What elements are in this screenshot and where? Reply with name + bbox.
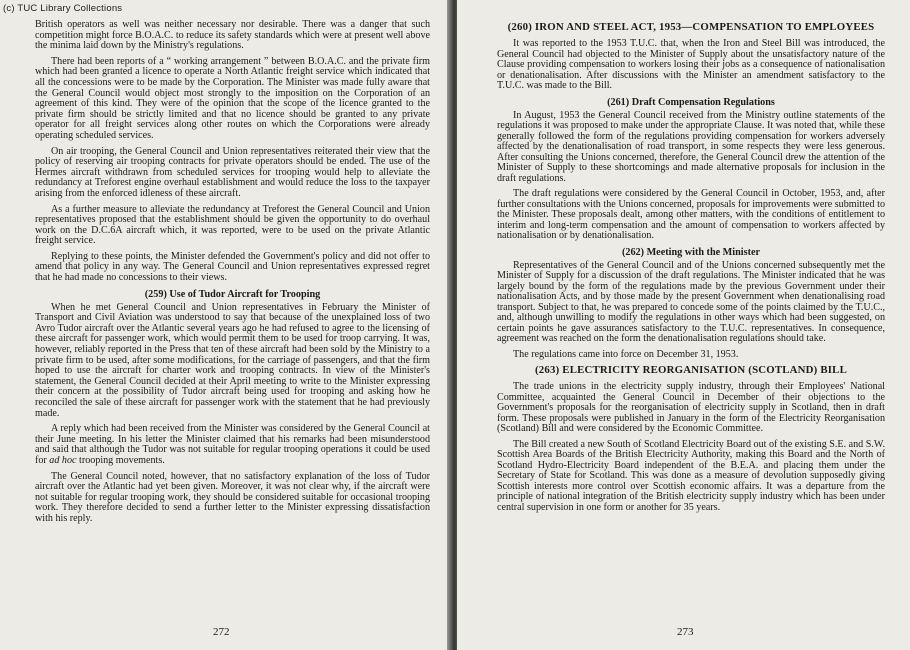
paragraph: When he met General Council and Union representatives in February the Minister of Transport and Civil Aviation was understood to say that because of the unexplained loss of two Avro Tudor aircraft over the Atlantic several years ago he had refused to agree to the licensing of these aircraft for passenger work, which would permit them to be used for troop carrying. It was, however, reliably reported in the Press that ten of these aircraft had been sold by the Ministry to a private firm to be used, after some modifications, for the carriage of passengers, and that the firm hoped to use the aircraft for charter work and trooping contracts. In view of the Minister's statement, the General Council decided at their April meeting to write to the Minister expressing their concern at the possibility of Tudor aircraft being used for trooping and asking how he reconciled the sale of these aircraft for passenger work with the statement that he had previously made.: [35, 301, 430, 419]
section-261-heading: (261) Draft Compensation Regulations: [607, 96, 775, 108]
paragraph-text-end: trooping movements.: [76, 454, 165, 466]
paragraph: British operators as well was neither necessary nor desirable. There was a danger that such competition might force B.O.A.C. to reduce its safety standards which were at present well above the minima laid down by the Ministry's regulations.: [35, 19, 430, 52]
section-260-heading: (260) IRON AND STEEL ACT, 1953—COMPENSATION TO EMPLOYEES: [507, 21, 875, 33]
paragraph: In August, 1953 the General Council received from the Ministry outline statements of the regulations it was proposed to make under the appropriate Clause. It was noted that, while these generally followed the form of the regulations providing compensation for workers adversely affected by the denationalisation of road transport, in some respects they were less generous. After consulting the Unions concerned, therefore, the General Council drew the attention of the Minister of Supply to these shortcomings and made alternative proposals for inclusion in the draft regulations.: [497, 109, 885, 184]
right-page: [457, 0, 910, 650]
italic-phrase: ad hoc: [49, 454, 77, 466]
section-263-heading: (263) ELECTRICITY REORGANISATION (SCOTLAND) BILL: [535, 364, 847, 376]
paragraph: On air trooping, the General Council and Union representatives reiterated their view that the policy of reserving air trooping contracts for private operators should be ended. The use of the Hermes aircraft withdrawn from scheduled services for trooping would help to alleviate the redundancy at Treforest engine overhaul establishment and would reduce the loss to the taxpayer arising from the enforced idleness of these aircraft.: [35, 145, 430, 199]
paragraph: The trade unions in the electricity supply industry, through their Employees' National Committee, acquainted the General Council in December of their objections to the Government's proposals for the reorganisation of electricity supply in Scotland, then in draft form. These proposals were published in January in the form of the Electricity Reorganisation (Scotland) Bill and were considered by the Economic Committee.: [497, 381, 885, 434]
page-number: 272: [213, 626, 230, 638]
paragraph: The draft regulations were considered by the General Council in October, 1953, and, after further consultations with the Unions concerned, proposals for improvements were submitted to the Minister. These proposals dealt, among other matters, with the conditions of entitlement to interim and long-term compensation and the amount of compensation to workers affected by nationalisation or by denationalisation.: [497, 188, 885, 241]
paragraph: The regulations came into force on December 31, 1953.: [513, 348, 739, 360]
paragraph: The General Council noted, however, that no satisfactory explanation of the loss of Tudor aircraft over the Atlantic had yet been given. Moreover, it was not clear why, if the aircraft were not suitable for regular trooping work, they should be considered suitable for occasional trooping work. They therefore decided to send a further letter to the Minister expressing dissatisfaction with his reply.: [35, 470, 430, 524]
paragraph: It was reported to the 1953 T.U.C. that, when the Iron and Steel Bill was introduced, the General Council had objected to the Minister of Supply about the unsatisfactory nature of the Clause providing compensation to workers losing their jobs as a consequence of nationalisation or denationalisation. After discussions with the Minister an amendment satisfactory to the T.U.C. was made to the Bill.: [497, 38, 885, 91]
paragraph: [35, 424, 430, 466]
paragraph: There had been reports of a “ working arrangement ” between B.O.A.C. and the private firm which had been granted a licence to operate a North Atlantic freight service which indicated that all the concessions were to be made by the Corporation. The Minister was made fully aware that the General Council would object most strongly to the imposition on the Corporation of an agreement of this kind. They were of the opinion that the scope of the licence granted to the private firm should be strictly limited and that no licence should be granted to any private operator for all freight services along other routes on which the Corporations were already operating scheduled services.: [35, 55, 430, 141]
paragraph: Representatives of the General Council and of the Unions concerned subsequently met the Minister of Supply for a discussion of the draft regulations. The Minister indicated that he was largely bound by the form of the regulations made by the previous Government under their nationalisation Acts, and by those made by the present Government when denationalising road transport. Subject to that, he was prepared to concede some of the points claimed by the T.U.C., and, although unwilling to modify the regulations in other ways which had been suggested, on certain points he gave assurances satisfactory to the T.U.C. representatives. In consequence, agreement was reached on the form the denationalisation regulations should take.: [497, 259, 885, 344]
paragraph: The Bill created a new South of Scotland Electricity Board out of the existing S.E. and S.W. Scottish Area Boards of the British Electricity Authority, making this Board and the North of Scotland Hydro-Electricity Board independent of the B.E.A. and placing them under the Secretary of State for Scotland. This was done as a measure of devolution supposedly giving Scottish interests more control over Scottish economic affairs. It was a departure from the principle of national integration of the British electricity supply industry which has been under central supervision in one form or another for 35 years.: [497, 438, 885, 513]
paragraph: Replying to these points, the Minister defended the Government's policy and did not offer to amend that policy in any way. The General Council and Union representatives expressed regret that he had made no concessions to their views.: [35, 250, 430, 284]
left-page: [0, 0, 452, 650]
paragraph-text: A reply which had been received from the Minister was considered by the General Council at their June meeting. In his letter the Minister claimed that his remarks had been misunderstood and said that although the Tudor was not suitable for regular trooping operations it could be used for: [35, 423, 430, 466]
page-number: 273: [677, 626, 694, 638]
section-259-heading: (259) Use of Tudor Aircraft for Trooping: [144, 288, 321, 300]
section-262-heading: (262) Meeting with the Minister: [621, 246, 761, 258]
paragraph: As a further measure to alleviate the redundancy at Treforest the General Council and Union representatives proposed that the establishment should be given the opportunity to do overhaul work on the D.C.6A aircraft which, it was reported, were to be used on the private Atlantic freight service.: [35, 203, 430, 247]
watermark: (c) TUC Library Collections: [3, 3, 123, 14]
